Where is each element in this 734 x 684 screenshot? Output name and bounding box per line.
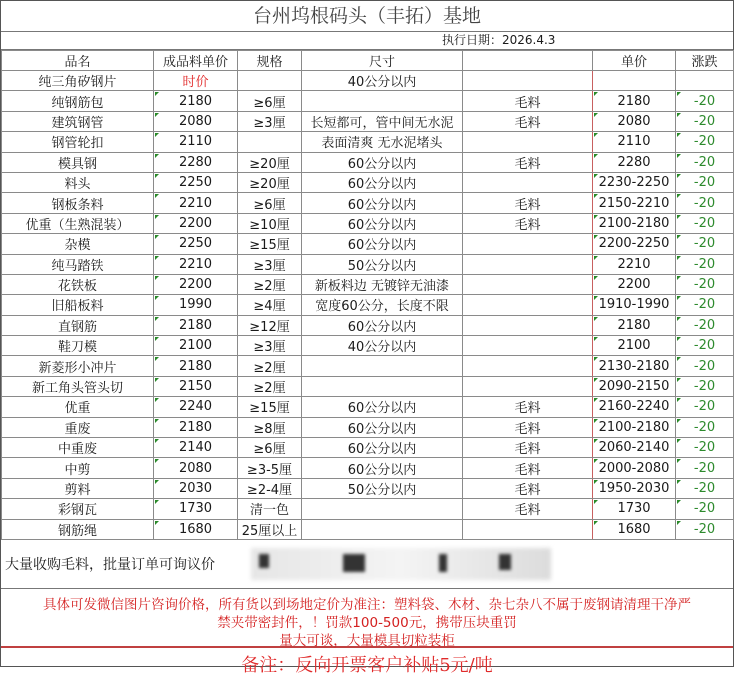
row-material: 毛料: [463, 478, 593, 498]
redacted-mark: [259, 554, 269, 568]
row-material: [463, 295, 593, 315]
table-row: [2, 376, 734, 396]
row-name: 钢管轮扣: [2, 132, 154, 152]
row-size: [302, 519, 463, 539]
cell-marker-icon: [155, 174, 159, 178]
row-unit: 2130-2180: [593, 356, 676, 376]
row-change: -20: [676, 274, 734, 294]
cell-marker-icon: [594, 419, 598, 423]
cell-marker-icon: [155, 92, 159, 96]
row-spec: ≥20厘: [238, 152, 302, 172]
cell-marker-icon: [677, 154, 681, 158]
cell-marker-icon: [594, 357, 598, 361]
row-unit: 2210: [593, 254, 676, 274]
notice-line-1: 具体可发微信图片咨询价格，所有货以到场地定价为准注：塑料袋、木材、杂七杂八不属于废钢请清理干净严: [43, 596, 691, 613]
row-price: 2180: [154, 315, 238, 335]
row-change: -20: [676, 295, 734, 315]
table-row: [2, 315, 734, 335]
table-row: [2, 111, 734, 131]
row-size: 长短都可，管中间无水泥: [302, 111, 463, 131]
row-unit: 2060-2140: [593, 438, 676, 458]
row-size: 60公分以内: [302, 213, 463, 233]
row-size: [302, 91, 463, 111]
row-size: 60公分以内: [302, 172, 463, 192]
price-table: [1, 50, 734, 540]
row-spec: ≥2-4厘: [238, 478, 302, 498]
cell-marker-icon: [594, 378, 598, 382]
row-change: -20: [676, 315, 734, 335]
cell-marker-icon: [155, 439, 159, 443]
cell-marker-icon: [594, 92, 598, 96]
row-material: 毛料: [463, 458, 593, 478]
row-spec: 清一色: [238, 499, 302, 519]
cell-marker-icon: [594, 480, 598, 484]
cell-marker-icon: [677, 337, 681, 341]
row-spec: ≥12厘: [238, 315, 302, 335]
row-price: 2080: [154, 458, 238, 478]
header-change: 涨跌: [676, 51, 734, 71]
row-change: -20: [676, 172, 734, 192]
cell-marker-icon: [155, 337, 159, 341]
cell-marker-icon: [594, 154, 598, 158]
redacted-mark: [343, 554, 365, 572]
cell-marker-icon: [155, 378, 159, 382]
row-material: 毛料: [463, 152, 593, 172]
row-unit: 2000-2080: [593, 458, 676, 478]
row-spec: ≥3厘: [238, 336, 302, 356]
header-name: 品名: [2, 51, 154, 71]
row-name: 纯马踏铁: [2, 254, 154, 274]
row-spec: ≥6厘: [238, 91, 302, 111]
cell-marker-icon: [677, 194, 681, 198]
row-size: 新板料边 无镀锌无油漆: [302, 274, 463, 294]
row-unit: 2100: [593, 336, 676, 356]
row-material: [463, 274, 593, 294]
row-material: [463, 519, 593, 539]
cell-marker-icon: [155, 296, 159, 300]
row-change: -20: [676, 438, 734, 458]
cell-marker-icon: [677, 296, 681, 300]
row-size: 表面清爽 无水泥堵头: [302, 132, 463, 152]
row-price: 2200: [154, 213, 238, 233]
table-row: [2, 274, 734, 294]
notice-line-2: 禁夹带密封件，！罚款100-500元，携带压块重罚: [217, 614, 517, 631]
row-change: -20: [676, 193, 734, 213]
row-material: 毛料: [463, 499, 593, 519]
row-price: 时价: [154, 71, 238, 91]
row-unit: [593, 71, 676, 91]
row-unit: 1950-2030: [593, 478, 676, 498]
cell-marker-icon: [677, 521, 681, 525]
cell-marker-icon: [155, 113, 159, 117]
row-name: 纯三角矽钢片: [2, 71, 154, 91]
row-spec: ≥2厘: [238, 356, 302, 376]
row-name: 钢筋绳: [2, 519, 154, 539]
row-price: 1730: [154, 499, 238, 519]
cell-marker-icon: [594, 398, 598, 402]
row-size: 60公分以内: [302, 315, 463, 335]
row-spec: ≥3厘: [238, 111, 302, 131]
row-spec: ≥6厘: [238, 438, 302, 458]
row-spec: ≥15厘: [238, 397, 302, 417]
row-unit: 2200: [593, 274, 676, 294]
exec-date: 执行日期：2026.4.3: [442, 33, 556, 47]
cell-marker-icon: [594, 133, 598, 137]
row-name: 料头: [2, 172, 154, 192]
row-size: 60公分以内: [302, 438, 463, 458]
cell-marker-icon: [677, 235, 681, 239]
row-change: -20: [676, 397, 734, 417]
cell-marker-icon: [155, 235, 159, 239]
cell-marker-icon: [677, 378, 681, 382]
row-name: 重废: [2, 417, 154, 437]
row-material: [463, 356, 593, 376]
row-name: 新工角头管头切: [2, 376, 154, 396]
cell-marker-icon: [677, 398, 681, 402]
row-size: 60公分以内: [302, 417, 463, 437]
row-price: 2250: [154, 234, 238, 254]
row-size: 60公分以内: [302, 193, 463, 213]
row-price: 2180: [154, 417, 238, 437]
row-name: 剪料: [2, 478, 154, 498]
cell-marker-icon: [594, 439, 598, 443]
row-unit: 1910-1990: [593, 295, 676, 315]
table-row: [2, 193, 734, 213]
row-change: -20: [676, 111, 734, 131]
cell-marker-icon: [155, 480, 159, 484]
row-material: [463, 254, 593, 274]
row-unit: 2180: [593, 315, 676, 335]
row-spec: ≥6厘: [238, 193, 302, 213]
row-price: 2080: [154, 111, 238, 131]
row-name: 中重废: [2, 438, 154, 458]
row-material: 毛料: [463, 417, 593, 437]
row-change: -20: [676, 254, 734, 274]
row-price: 2180: [154, 91, 238, 111]
bulk-text: 大量收购毛料，批量订单可询议价: [5, 556, 215, 573]
row-size: 40公分以内: [302, 71, 463, 91]
row-change: -20: [676, 519, 734, 539]
row-name: 旧船板料: [2, 295, 154, 315]
row-name: 中剪: [2, 458, 154, 478]
row-price: 2210: [154, 254, 238, 274]
row-size: 宽度60公分，长度不限: [302, 295, 463, 315]
row-size: 60公分以内: [302, 234, 463, 254]
row-price: 2100: [154, 336, 238, 356]
row-spec: [238, 71, 302, 91]
cell-marker-icon: [155, 500, 159, 504]
row-price: 2240: [154, 397, 238, 417]
row-unit: 2100-2180: [593, 213, 676, 233]
cell-marker-icon: [155, 215, 159, 219]
row-name: 模具钢: [2, 152, 154, 172]
row-unit: 2200-2250: [593, 234, 676, 254]
notice-block: [1, 589, 733, 647]
table-row: [2, 254, 734, 274]
row-spec: 25厘以上: [238, 519, 302, 539]
row-spec: ≥4厘: [238, 295, 302, 315]
row-price: 2210: [154, 193, 238, 213]
row-change: -20: [676, 213, 734, 233]
row-spec: ≥20厘: [238, 172, 302, 192]
row-price: 2180: [154, 356, 238, 376]
footer-note: 备注：反向开票客户补贴5元/吨: [1, 647, 733, 684]
cell-marker-icon: [155, 133, 159, 137]
table-row: [2, 71, 734, 91]
row-material: [463, 336, 593, 356]
table-row: [2, 336, 734, 356]
cell-marker-icon: [677, 92, 681, 96]
row-material: 毛料: [463, 91, 593, 111]
sheet-title: 台州坞根码头（丰拓）基地: [1, 1, 733, 32]
cell-marker-icon: [677, 419, 681, 423]
cell-marker-icon: [155, 154, 159, 158]
row-change: -20: [676, 91, 734, 111]
cell-marker-icon: [594, 174, 598, 178]
table-row: [2, 519, 734, 539]
row-change: -20: [676, 152, 734, 172]
row-unit: 2110: [593, 132, 676, 152]
row-spec: ≥8厘: [238, 417, 302, 437]
date-row: [1, 32, 733, 50]
row-size: [302, 499, 463, 519]
table-row: [2, 478, 734, 498]
cell-marker-icon: [155, 357, 159, 361]
cell-marker-icon: [594, 276, 598, 280]
row-price: 1990: [154, 295, 238, 315]
cell-marker-icon: [677, 276, 681, 280]
row-name: 优重（生熟混装）: [2, 213, 154, 233]
row-name: 彩钢瓦: [2, 499, 154, 519]
row-name: 杂模: [2, 234, 154, 254]
table-row: [2, 458, 734, 478]
table-row: [2, 397, 734, 417]
row-name: 新菱形小冲片: [2, 356, 154, 376]
table-row: [2, 172, 734, 192]
row-material: [463, 132, 593, 152]
notice-line-3: 量大可谈，大量模具切粒装柜: [279, 632, 455, 649]
header-material: [463, 51, 593, 71]
row-change: -20: [676, 458, 734, 478]
cell-marker-icon: [677, 459, 681, 463]
cell-marker-icon: [155, 276, 159, 280]
cell-marker-icon: [594, 235, 598, 239]
row-change: [676, 71, 734, 91]
row-price: 2280: [154, 152, 238, 172]
row-name: 优重: [2, 397, 154, 417]
cell-marker-icon: [677, 256, 681, 260]
row-spec: ≥10厘: [238, 213, 302, 233]
cell-marker-icon: [594, 337, 598, 341]
cell-marker-icon: [594, 215, 598, 219]
row-price: 2150: [154, 376, 238, 396]
cell-marker-icon: [155, 459, 159, 463]
row-price: 1680: [154, 519, 238, 539]
row-spec: ≥3厘: [238, 254, 302, 274]
row-size: 60公分以内: [302, 397, 463, 417]
row-unit: 2100-2180: [593, 417, 676, 437]
cell-marker-icon: [677, 439, 681, 443]
row-material: [463, 71, 593, 91]
row-price: 2030: [154, 478, 238, 498]
row-price: 2200: [154, 274, 238, 294]
row-name: 直钢筋: [2, 315, 154, 335]
row-spec: ≥2厘: [238, 274, 302, 294]
table-row: [2, 295, 734, 315]
cell-marker-icon: [594, 317, 598, 321]
table-row: [2, 499, 734, 519]
row-unit: 2280: [593, 152, 676, 172]
row-spec: ≥3-5厘: [238, 458, 302, 478]
row-change: -20: [676, 499, 734, 519]
cell-marker-icon: [594, 521, 598, 525]
cell-marker-icon: [677, 174, 681, 178]
row-material: 毛料: [463, 397, 593, 417]
cell-marker-icon: [594, 194, 598, 198]
header-price: 成品料单价: [154, 51, 238, 71]
table-row: [2, 234, 734, 254]
table-row: [2, 438, 734, 458]
header-unit: 单价: [593, 51, 676, 71]
cell-marker-icon: [155, 256, 159, 260]
row-material: 毛料: [463, 213, 593, 233]
cell-marker-icon: [677, 357, 681, 361]
row-material: 毛料: [463, 111, 593, 131]
redacted-mark: [499, 554, 511, 570]
row-unit: 1730: [593, 499, 676, 519]
row-spec: [238, 132, 302, 152]
row-price: 2110: [154, 132, 238, 152]
table-row: [2, 91, 734, 111]
header-size: 尺寸: [302, 51, 463, 71]
redacted-mark: [439, 554, 447, 572]
row-name: 建筑钢管: [2, 111, 154, 131]
table-header-row: [2, 51, 734, 71]
row-change: -20: [676, 336, 734, 356]
table-row: [2, 132, 734, 152]
table-row: [2, 356, 734, 376]
row-unit: 2180: [593, 91, 676, 111]
row-name: 鞋刀模: [2, 336, 154, 356]
cell-marker-icon: [155, 521, 159, 525]
cell-marker-icon: [677, 317, 681, 321]
row-size: 50公分以内: [302, 478, 463, 498]
table-row: [2, 213, 734, 233]
row-size: [302, 356, 463, 376]
row-material: [463, 234, 593, 254]
cell-marker-icon: [594, 256, 598, 260]
cell-marker-icon: [155, 419, 159, 423]
row-unit: 1680: [593, 519, 676, 539]
row-spec: ≥15厘: [238, 234, 302, 254]
row-unit: 2150-2210: [593, 193, 676, 213]
cell-marker-icon: [677, 133, 681, 137]
row-name: 钢板条料: [2, 193, 154, 213]
row-size: 60公分以内: [302, 458, 463, 478]
table-row: [2, 417, 734, 437]
cell-marker-icon: [677, 480, 681, 484]
row-size: 40公分以内: [302, 336, 463, 356]
row-price: 2140: [154, 438, 238, 458]
row-unit: 2090-2150: [593, 376, 676, 396]
header-spec: 规格: [238, 51, 302, 71]
row-price: 2250: [154, 172, 238, 192]
row-unit: 2230-2250: [593, 172, 676, 192]
row-unit: 2080: [593, 111, 676, 131]
cell-marker-icon: [677, 113, 681, 117]
row-change: -20: [676, 376, 734, 396]
cell-marker-icon: [594, 500, 598, 504]
bulk-section: [1, 540, 733, 589]
row-material: [463, 376, 593, 396]
cell-marker-icon: [677, 215, 681, 219]
row-spec: ≥2厘: [238, 376, 302, 396]
row-name: 纯钢筋包: [2, 91, 154, 111]
cell-marker-icon: [594, 459, 598, 463]
cell-marker-icon: [594, 113, 598, 117]
row-name: 花铁板: [2, 274, 154, 294]
row-material: 毛料: [463, 193, 593, 213]
cell-marker-icon: [677, 500, 681, 504]
cell-marker-icon: [594, 296, 598, 300]
row-change: -20: [676, 356, 734, 376]
row-unit: 2160-2240: [593, 397, 676, 417]
row-change: -20: [676, 417, 734, 437]
table-row: [2, 152, 734, 172]
row-size: 50公分以内: [302, 254, 463, 274]
row-change: -20: [676, 234, 734, 254]
cell-marker-icon: [155, 398, 159, 402]
row-size: 60公分以内: [302, 152, 463, 172]
row-material: [463, 172, 593, 192]
cell-marker-icon: [155, 194, 159, 198]
row-size: [302, 376, 463, 396]
row-change: -20: [676, 478, 734, 498]
row-material: 毛料: [463, 438, 593, 458]
row-material: [463, 315, 593, 335]
cell-marker-icon: [155, 317, 159, 321]
row-change: -20: [676, 132, 734, 152]
